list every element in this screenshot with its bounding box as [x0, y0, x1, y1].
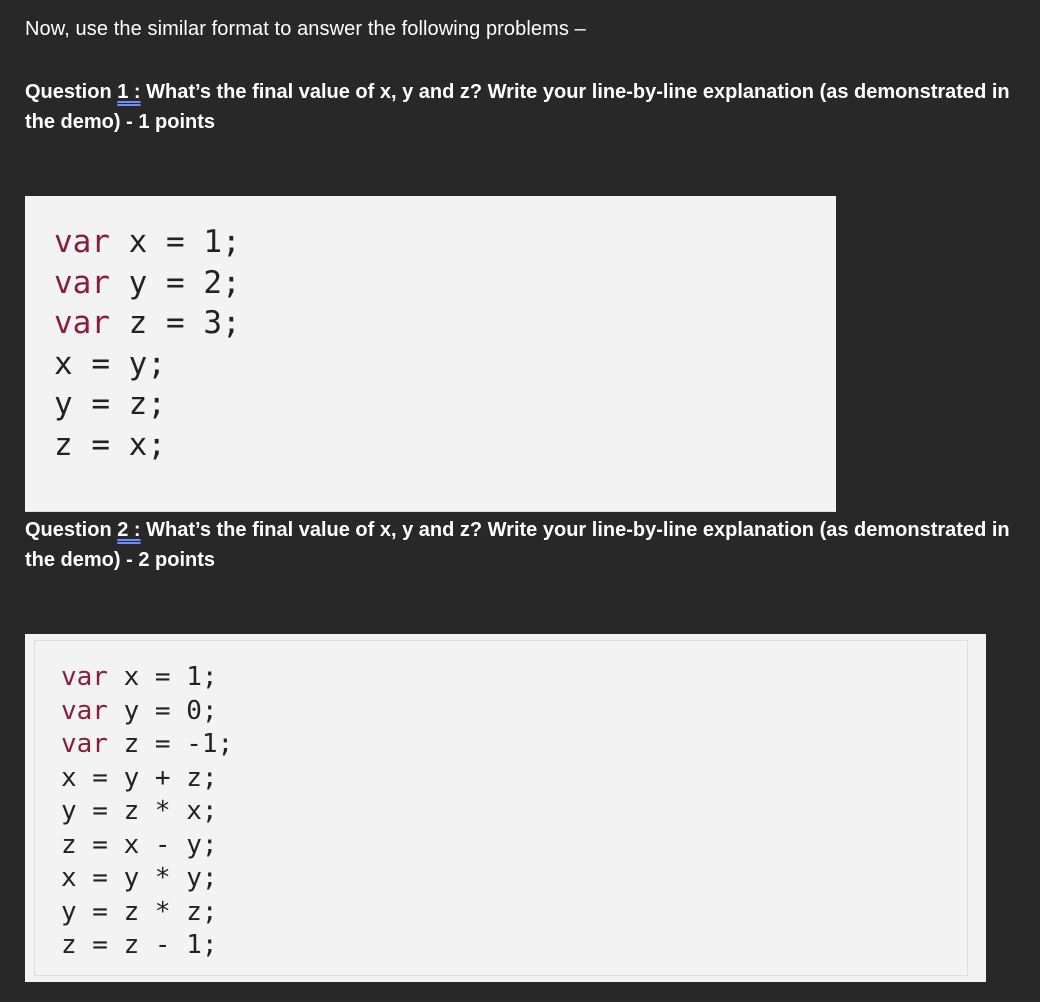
- code-line: y = 2;: [110, 264, 241, 301]
- code-line: y = z * z;: [61, 896, 218, 927]
- question-1-prefix: Question: [25, 81, 118, 103]
- code-line: z = 3;: [110, 305, 241, 341]
- question-2-code: [61, 661, 233, 963]
- code-line: x = y;: [54, 345, 166, 382]
- code-keyword: var: [61, 695, 108, 726]
- question-2-prompt: [25, 515, 1015, 575]
- code-line: z = x - y;: [61, 829, 218, 860]
- question-2-code-block: [25, 634, 986, 982]
- code-line: y = 0;: [107, 695, 218, 726]
- code-line: y = z;: [54, 386, 166, 422]
- code-line: z = -1;: [107, 729, 234, 759]
- code-line: z = x;: [54, 426, 166, 463]
- code-keyword: var: [54, 224, 110, 260]
- code-keyword: var: [61, 729, 108, 759]
- question-1-number: 1 :: [117, 81, 141, 103]
- question-2-prefix: Question: [25, 519, 118, 541]
- question-1-code: [54, 222, 241, 465]
- question-1-text: What’s the final value of x, y and z? Write your line-by-line explanation (as demonstrated in the demo) - 1 points: [25, 81, 1010, 133]
- code-keyword: var: [54, 264, 110, 301]
- code-line: x = y + z;: [61, 762, 218, 793]
- question-2-text: What’s the final value of x, y and z? Write your line-by-line explanation (as demonstrated in the demo) - 2 points: [25, 519, 1010, 571]
- question-1-code-block: [25, 196, 836, 512]
- code-line: y = z * x;: [61, 796, 218, 826]
- code-line: x = 1;: [107, 662, 218, 692]
- code-line: z = z - 1;: [61, 930, 218, 960]
- code-line: x = y * y;: [61, 863, 218, 893]
- intro-text: Now, use the similar format to answer the following problems –: [25, 18, 586, 40]
- code-keyword: var: [54, 305, 110, 341]
- question-2-number: 2 :: [117, 519, 141, 541]
- code-keyword: var: [61, 662, 108, 692]
- code-line: x = 1;: [110, 224, 241, 260]
- question-1-prompt: [25, 77, 1015, 137]
- question-2-code-frame: [34, 640, 968, 976]
